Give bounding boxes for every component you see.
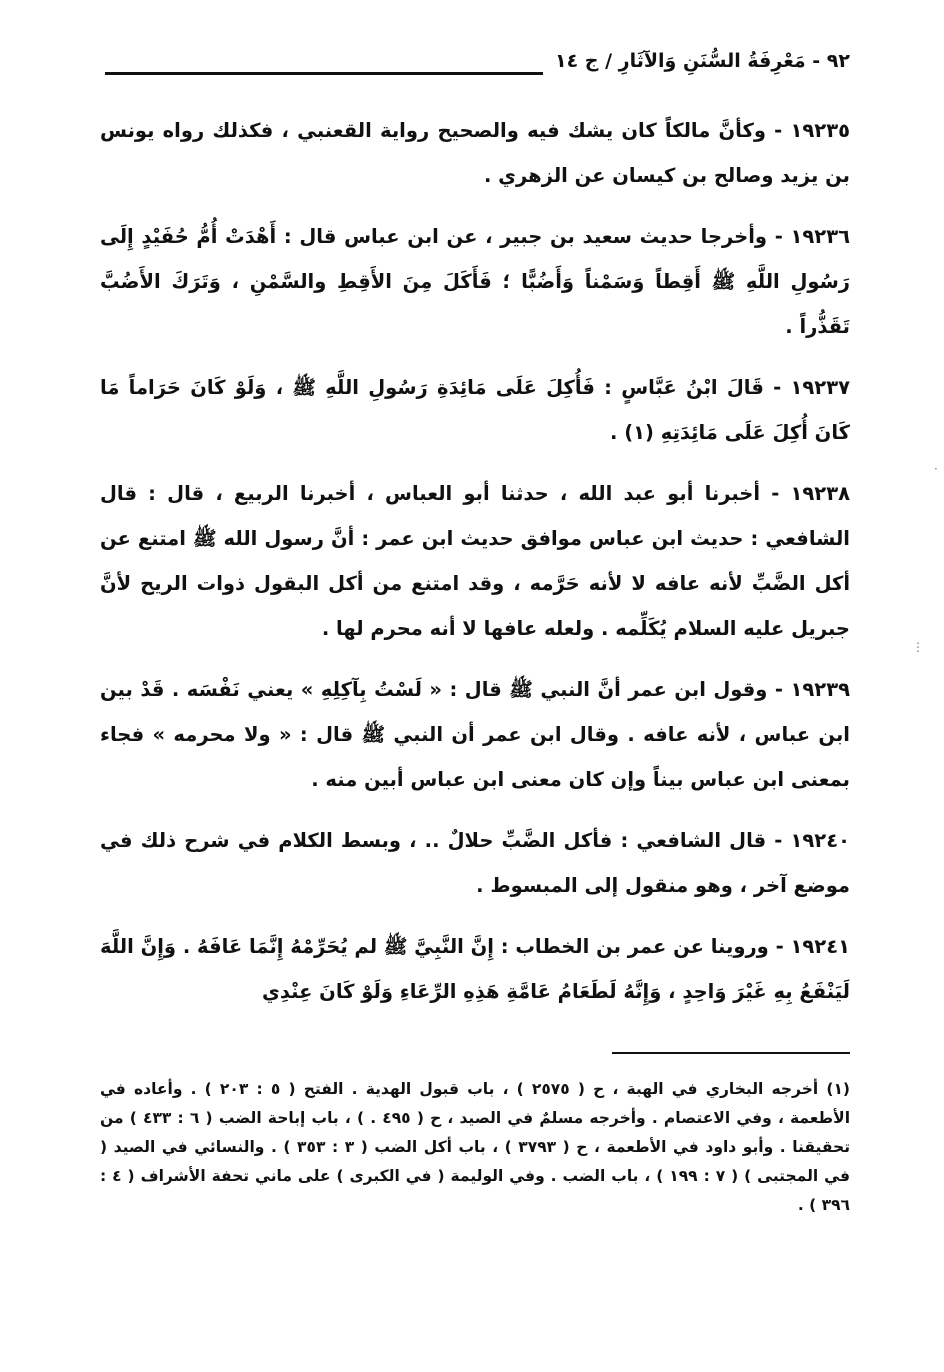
paragraph-number: ١٩٢٤٠ bbox=[790, 829, 850, 852]
paragraph-text: - أخبرنا أبو عبد الله ، حدثنا أبو العباس ، أخبرنا الربيع ، قال : قال الشافعي : حديث ابن عباس موافق حديث ابن عمر : أنَّ رسول الله ﷺ امتنع عن أكل الضَّبِّ لأنه عافه لا لأنه حَرَّمه ، وقد امتنع من أكل البقول ذوات الريح لأنَّ جبريل عليه السلام يُكَلِّمه . ولعله عافها لا أنه محرم لها . bbox=[100, 482, 850, 640]
paragraph-text: - وكأنَّ مالكاً كان يشك فيه والصحيح رواية القعنبي ، فكذلك رواه يونس بن يزيد وصالح بن كيسان عن الزهري . bbox=[100, 119, 850, 187]
footnote-separator bbox=[612, 1052, 850, 1054]
margin-speck: · bbox=[934, 462, 938, 476]
paragraph-text: - قَالَ ابْنُ عَبَّاسٍ : فَأُكِلَ عَلَى مَائِدَةِ رَسُولِ اللَّهِ ﷺ ، وَلَوْ كَانَ حَرَاماً مَا كَانَ أُكِلَ عَلَى مَائِدَتِهِ (١) . bbox=[100, 376, 850, 444]
header-rule bbox=[105, 72, 543, 75]
paragraph-number: ١٩٢٣٥ bbox=[790, 119, 850, 142]
margin-speck: ⋮ bbox=[912, 640, 924, 654]
paragraph-number: ١٩٢٣٦ bbox=[790, 225, 850, 248]
paragraph-number: ١٩٢٤١ bbox=[790, 935, 850, 958]
page-header bbox=[105, 50, 850, 90]
paragraph-19237 bbox=[100, 365, 850, 455]
paragraph-19236 bbox=[100, 214, 850, 349]
paragraph-text: - وقول ابن عمر أنَّ النبي ﷺ قال : « لَسْتُ بِآكِلِهِ » يعني نَفْسَه . قَدْ بين ابن عباس ، لأنه عافه . وقال ابن عمر أن النبي ﷺ قال : « ولا محرمه » فجاء بمعنى ابن عباس بيناً وإن كان معنى ابن عباس أبين منه . bbox=[100, 678, 850, 791]
paragraph-number: ١٩٢٣٧ bbox=[790, 376, 850, 399]
paragraph-number: ١٩٢٣٩ bbox=[790, 678, 850, 701]
paragraph-19240 bbox=[100, 818, 850, 908]
running-title: ٩٢ - مَعْرِفَةُ السُّنَنِ وَالآثَارِ / ج ١٤ bbox=[554, 50, 850, 72]
paragraph-text: - قال الشافعي : فأكل الضَّبِّ حلالٌ .. ، وبسط الكلام في شرح ذلك في موضع آخر ، وهو منقول إلى المبسوط . bbox=[100, 829, 850, 897]
paragraph-19241 bbox=[100, 924, 850, 1014]
paragraph-text: - وأخرجا حديث سعيد بن جبير ، عن ابن عباس قال : أَهْدَتْ أُمُّ حُفَيْدٍ إِلَى رَسُولِ اللَّهِ ﷺ أَقِطاً وَسَمْناً وَأَضُبًّا ؛ فَأَكَلَ مِنَ الأَقِطِ والسَّمْنِ ، وَتَرَكَ الأَضُبَّ تَقَذُّراً . bbox=[100, 225, 850, 338]
paragraph-text: - وروينا عن عمر بن الخطاب : إِنَّ النَّبِيَّ ﷺ لم يُحَرِّمْهُ إِنَّمَا عَافَهُ . وَإِنَّ اللَّهَ لَيَنْفَعُ بِهِ غَيْرَ وَاحِدٍ ، وَإِنَّهُ لَطَعَامُ عَامَّةِ هَذِهِ الرِّعَاءِ وَلَوْ كَانَ عِنْدِي bbox=[100, 935, 850, 1003]
footnote: (١) أخرجه البخاري في الهبة ، ح ( ٢٥٧٥ ) ، باب قبول الهدية . الفتح ( ٥ : ٢٠٣ ) . وأعاده في الأطعمة ، وفي الاعتصام . وأخرجه مسلمٌ في الصيد ، ح ( ٤٩٥ . ) ، باب إباحة الضب ( ٦ : ٤٣٣ ) من تحقيقنا . وأبو داود في الأطعمة ، ح ( ٣٧٩٣ ) ، باب أكل الضب ( ٣ : ٣٥٣ ) . والنسائي في الصيد ( في المجتبى ) ( ٧ : ١٩٩ ) ، باب الضب . وفي الوليمة ( في الكبرى ) على ماني تحفة الأشراف ( ٤ : ٣٩٦ ) . bbox=[100, 1080, 851, 1214]
main-text bbox=[100, 108, 850, 1030]
paragraph-number: ١٩٢٣٨ bbox=[790, 482, 850, 505]
paragraph-19238 bbox=[100, 471, 850, 651]
paragraph-19235 bbox=[100, 108, 850, 198]
paragraph-19239 bbox=[100, 667, 850, 802]
